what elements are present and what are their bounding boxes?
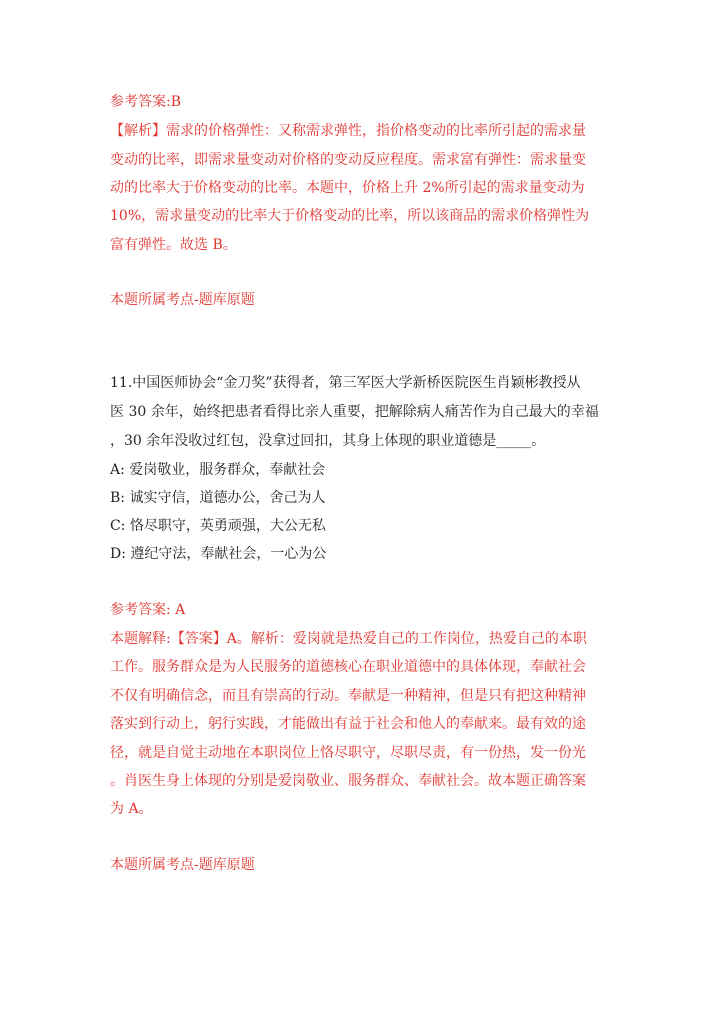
explanation-line: 变动的比率，即需求量变动对价格的变动反应程度。需求富有弹性：需求量变 xyxy=(110,152,586,168)
explanation-line: 【解析】需求的价格弹性：又称需求弹性，指价格变动的比率所引起的需求量 xyxy=(110,123,586,139)
explanation-line: 工作。服务群众是为人民服务的道德核心在职业道德中的具体体现，奉献社会 xyxy=(110,659,586,675)
explanation-line: 不仅有明确信念，而且有崇高的行动。奉献是一种精神，但是只有把这种精神 xyxy=(110,688,586,704)
question-stem-line: ，30 余年没收过红包，没拿过回扣，其身上体现的职业道德是_____。 xyxy=(110,433,546,449)
option-a: A: 爱岗敬业，服务群众，奉献社会 xyxy=(110,462,326,478)
explanation-line: 本题解释:【答案】A。解析：爱岗就是热爱自己的工作岗位，热爱自己的本职 xyxy=(110,631,587,647)
answer-label-2: 参考答案: A xyxy=(110,602,186,618)
option-c: C: 恪尽职守，英勇顽强，大公无私 xyxy=(110,518,326,534)
source-label-1: 本题所属考点-题库原题 xyxy=(110,292,255,308)
explanation-line: 。肖医生身上体现的分别是爱岗敬业、服务群众、奉献社会。故本题正确答案 xyxy=(110,773,586,789)
option-d: D: 遵纪守法，奉献社会，一心为公 xyxy=(110,546,327,562)
document-page xyxy=(110,0,620,1018)
question-stem-line: 11.中国医师协会“金刀奖”获得者，第三军医大学新桥医院医生肖颖彬教授从 xyxy=(110,375,581,391)
question-stem-line: 医 30 余年，始终把患者看得比亲人重要，把解除病人痛苦作为自己最大的幸福 xyxy=(110,404,599,420)
explanation-line: 10%，需求量变动的比率大于价格变动的比率，所以该商品的需求价格弹性为 xyxy=(110,208,590,224)
explanation-line: 动的比率大于价格变动的比率。本题中，价格上升 2%所引起的需求量变动为 xyxy=(110,180,585,196)
option-b: B: 诚实守信，道德办公，舍己为人 xyxy=(110,490,326,506)
explanation-line: 富有弹性。故选 B。 xyxy=(110,237,237,253)
explanation-line: 为 A。 xyxy=(110,801,153,817)
explanation-line: 落实到行动上，躬行实践，才能做出有益于社会和他人的奉献来。最有效的途 xyxy=(110,716,586,732)
explanation-line: 径，就是自觉主动地在本职岗位上恪尽职守，尽职尽责，有一份热，发一份光 xyxy=(110,745,586,761)
source-label-2: 本题所属考点-题库原题 xyxy=(110,857,255,873)
answer-label-1: 参考答案:B xyxy=(110,94,182,110)
